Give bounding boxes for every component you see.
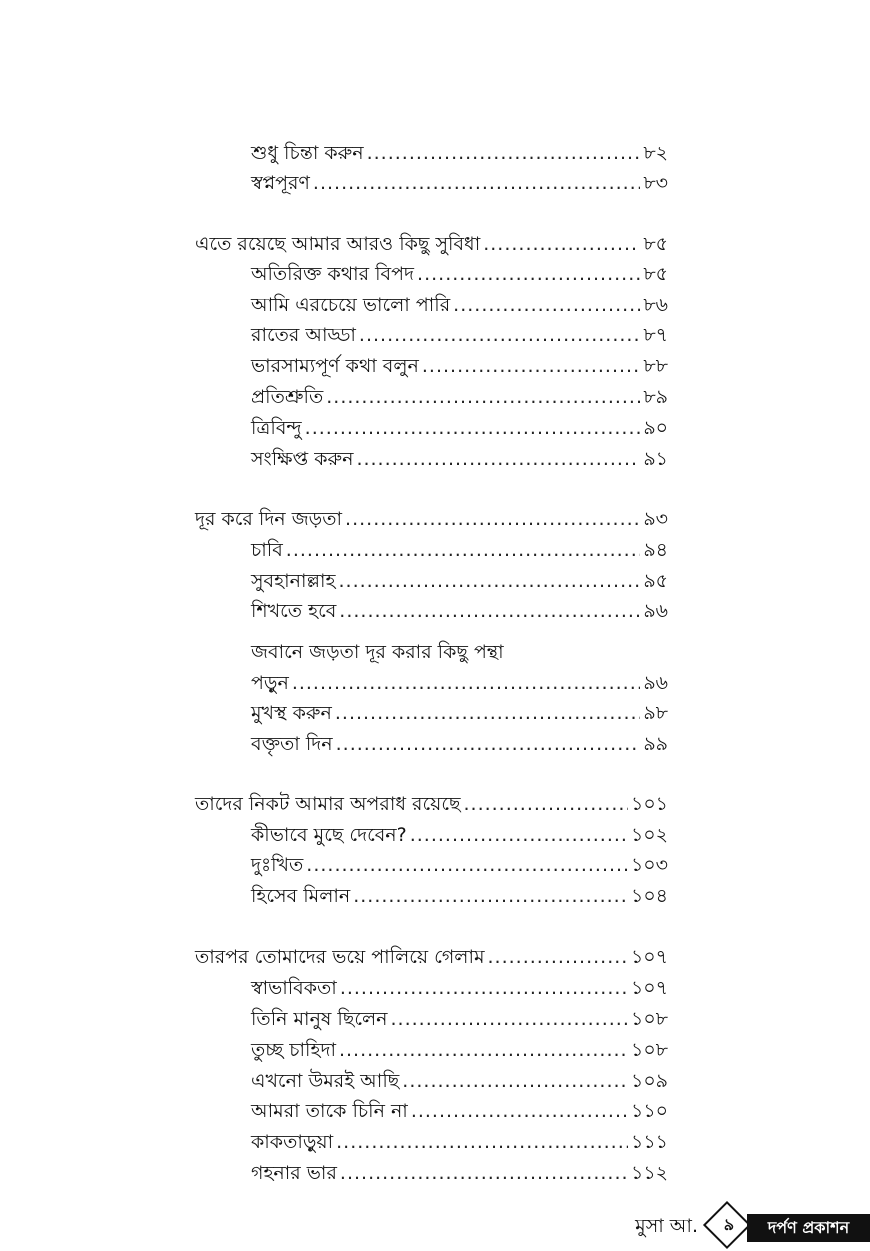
toc-entry-title: মুখস্থ করুন (251, 702, 332, 724)
dot-leader (417, 261, 640, 287)
toc-entry-page: ৯৩ (643, 508, 668, 530)
toc-entry-page: ৮২ (643, 142, 668, 164)
toc-section-entry (251, 292, 668, 318)
page-footer (0, 1200, 870, 1251)
toc-entry-title: স্বপ্নপূরণ (251, 172, 310, 194)
dot-leader (335, 700, 640, 726)
toc-entry-title: সংক্ষিপ্ত করুন (251, 448, 354, 470)
toc-entry-title: সুবহানাল্লাহ (251, 570, 336, 592)
toc-entry-title: দূর করে দিন জড়তা (195, 508, 343, 530)
toc-entry-page: ৮৫ (643, 263, 668, 285)
dot-leader (306, 852, 628, 878)
toc-section-entry (251, 261, 668, 287)
toc-entry-page: ১০৪ (630, 885, 668, 907)
toc-subheading: জবানে জড়তা দূর করার কিছু পন্থা (251, 641, 504, 663)
toc-entry-page: ১১১ (631, 1131, 668, 1153)
toc-section-entry (251, 446, 668, 472)
dot-leader (340, 1160, 628, 1186)
toc-section-entry (251, 1006, 668, 1032)
toc-section-entry (251, 1129, 668, 1155)
toc-section-entry (251, 883, 668, 909)
toc-entry-page: ১০৮ (630, 1008, 668, 1030)
dot-leader (286, 537, 641, 563)
toc-chapter-entry (195, 944, 668, 970)
toc-entry-page: ৮৬ (643, 294, 668, 316)
toc-entry-page: ১০৯ (630, 1070, 668, 1092)
dot-leader (356, 446, 640, 472)
toc-entry-title: রাতের আড্ডা (251, 324, 356, 346)
dot-leader (305, 415, 641, 441)
toc-entry-title: তুচ্ছ চাহিদা (251, 1039, 336, 1061)
toc-section-entry (251, 415, 668, 441)
toc-entry-title: শিখতে হবে (251, 600, 337, 622)
toc-entry-page: ১০৩ (630, 854, 668, 876)
toc-section-entry (251, 700, 668, 726)
publisher-logo: দর্পণ প্রকাশন (747, 1214, 870, 1242)
toc-section-entry (251, 975, 668, 1001)
toc-entry-page: ১১০ (630, 1100, 668, 1122)
dot-leader (336, 1129, 628, 1155)
dot-leader (339, 598, 640, 624)
toc-entry-title: অতিরিক্ত কথার বিপদ (251, 263, 415, 285)
toc-entry-title: চাবি (251, 539, 283, 561)
dot-leader (488, 944, 628, 970)
dot-leader (339, 1037, 628, 1063)
toc-section-entry (251, 852, 668, 878)
toc-entry-title: এখনো উমরই আছি (251, 1070, 400, 1092)
dot-leader (338, 568, 640, 594)
toc-section-entry (251, 731, 668, 757)
toc-section-entry (251, 1068, 668, 1094)
dot-leader (313, 170, 640, 196)
toc-entry-title: শুধু চিন্তা করুন (251, 142, 364, 164)
toc-section-entry (251, 537, 668, 563)
dot-leader (326, 384, 640, 410)
toc-entry-title: কীভাবে মুছে দেবেন? (251, 824, 407, 846)
toc-entry-page: ১১২ (630, 1162, 668, 1184)
dot-leader (359, 322, 640, 348)
toc-entry-title: গহনার ভার (251, 1162, 337, 1184)
toc-entry-title: হিসেব মিলান (251, 885, 351, 907)
toc-entry-title: আমরা তাকে চিনি না (251, 1100, 408, 1122)
dot-leader (391, 1006, 628, 1032)
toc-section-entry (251, 170, 668, 196)
dot-leader (345, 506, 640, 532)
page-number: ৯ (723, 1215, 735, 1234)
toc-entry-page: ৮৫ (643, 233, 668, 255)
toc-section-entry (251, 1037, 668, 1063)
toc-section-entry (251, 384, 668, 410)
toc-section-entry (251, 140, 668, 166)
toc-entry-page: ৯৯ (643, 733, 668, 755)
toc-section-entry (251, 353, 668, 379)
toc-entry-title: ভারসাম্যপূর্ণ কথা বলুন (251, 355, 419, 377)
toc-entry-page: ১০৮ (630, 1039, 668, 1061)
toc-entry-page: ৯০ (643, 417, 668, 439)
toc-entry-page: ৯৫ (643, 570, 668, 592)
dot-leader (453, 292, 640, 318)
toc-entry-title: তাদের নিকট আমার অপরাধ রয়েছে (195, 793, 461, 815)
toc-section-entry (251, 1160, 668, 1186)
toc-entry-page: ৮৩ (643, 172, 668, 194)
dot-leader (340, 975, 628, 1001)
toc-entry-title: আমি এরচেয়ে ভালো পারি (251, 294, 451, 316)
toc-entry-page: ৮৮ (643, 355, 668, 377)
toc-entry-page: ১০৭ (630, 946, 668, 968)
toc-chapter-entry (195, 231, 668, 257)
dot-leader (336, 731, 641, 757)
toc-entry-title: ত্রিবিন্দু (251, 417, 302, 439)
toc-entry-title: পড়ুন (251, 672, 289, 694)
dot-leader (422, 353, 640, 379)
dot-leader (353, 883, 628, 909)
toc-entry-page: ৯১ (643, 448, 668, 470)
dot-leader (292, 670, 641, 696)
toc-chapter-entry (195, 791, 668, 817)
toc-entry-page: ৮৯ (643, 386, 668, 408)
toc-entry-title: স্বাভাবিকতা (251, 977, 337, 999)
toc-entry-title: কাকতাড়ুয়া (251, 1131, 334, 1153)
dot-leader (411, 1098, 628, 1124)
toc-section-entry (251, 670, 668, 696)
toc-entry-page: ১০১ (630, 793, 668, 815)
dot-leader (402, 1068, 628, 1094)
dot-leader (483, 231, 640, 257)
toc-section-entry (251, 598, 668, 624)
dot-leader (410, 822, 628, 848)
toc-section-entry (251, 568, 668, 594)
toc-entry-page: ৯৮ (643, 702, 668, 724)
toc-entry-page: ৯৪ (643, 539, 668, 561)
toc-entry-title: প্রতিশ্রুতি (251, 386, 324, 408)
toc-section-entry (251, 322, 668, 348)
toc-entry-title: তারপর তোমাদের ভয়ে পালিয়ে গেলাম (195, 946, 485, 968)
toc-entry-title: দুঃখিত (251, 854, 304, 876)
book-title-footer: মুসা আ. (635, 1215, 698, 1237)
toc-entry-page: ১০২ (630, 824, 668, 846)
dot-leader (463, 791, 628, 817)
toc-section-entry (251, 822, 668, 848)
toc-entry-page: ১০৭ (630, 977, 668, 999)
toc-entry-title: তিনি মানুষ ছিলেন (251, 1008, 388, 1030)
toc-entry-page: ৯৬ (643, 672, 668, 694)
toc-entry-title: বক্তৃতা দিন (251, 733, 333, 755)
toc-entry-title: এতে রয়েছে আমার আরও কিছু সুবিধা (195, 233, 481, 255)
toc-chapter-entry (195, 506, 668, 532)
toc-section-entry (251, 1098, 668, 1124)
dot-leader (367, 140, 641, 166)
toc-entry-page: ৮৭ (643, 324, 668, 346)
toc-entry-page: ৯৬ (643, 600, 668, 622)
